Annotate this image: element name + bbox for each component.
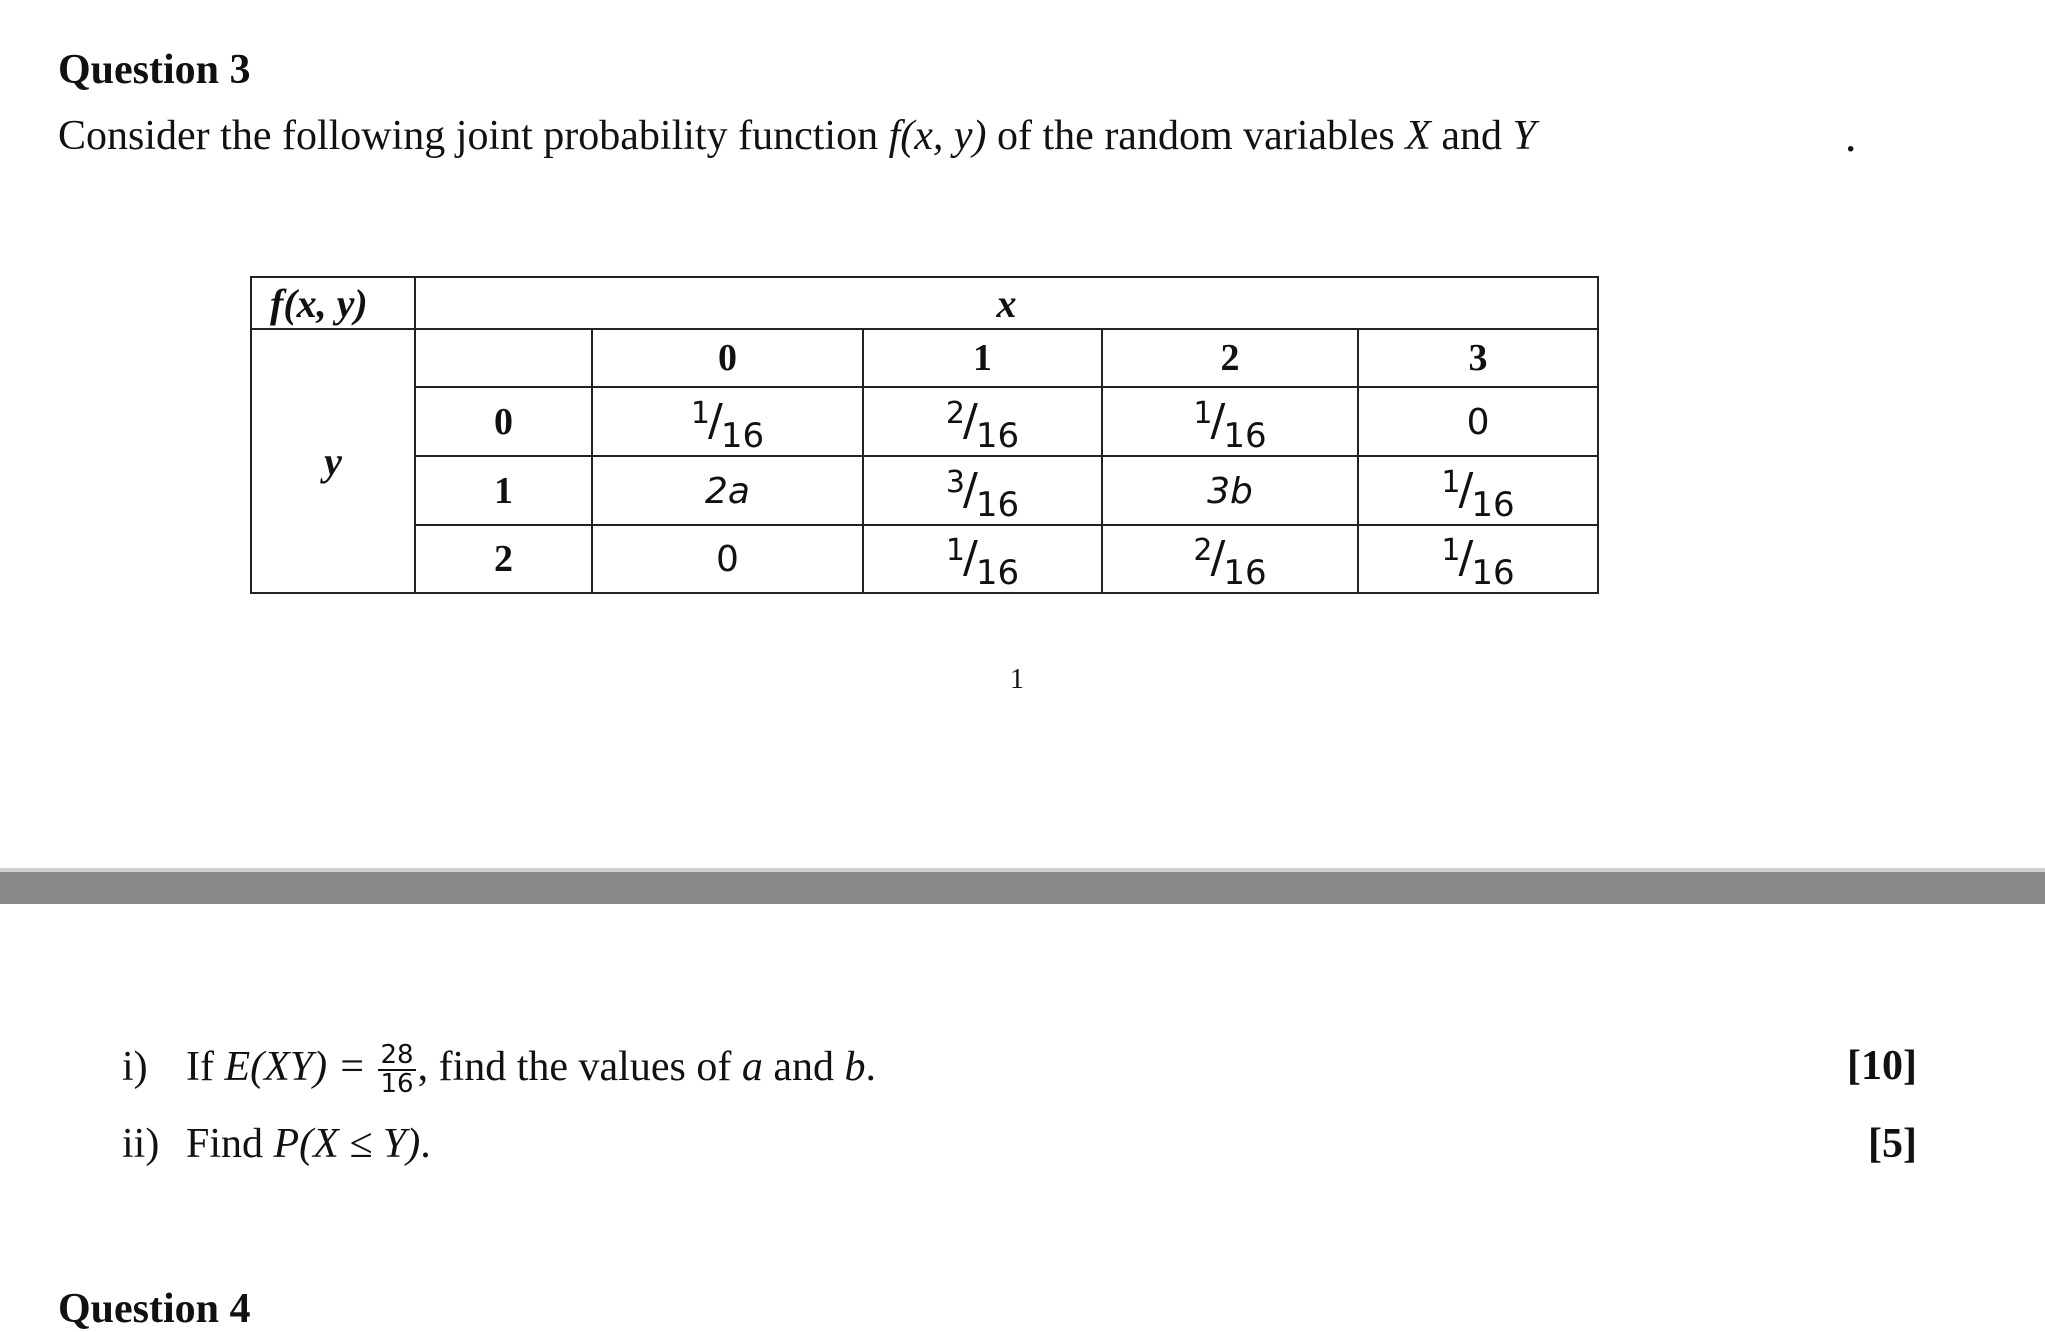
next-question-text: Question 4 <box>58 1286 251 1332</box>
question-intro <box>58 112 1536 160</box>
fraction-slash: / <box>708 394 723 446</box>
y-variable-label: y <box>251 329 415 593</box>
fraction-value <box>690 394 765 456</box>
prob-cell <box>1102 456 1358 525</box>
fraction-denominator: 16 <box>1223 553 1267 593</box>
fraction-numerator: 28 <box>380 1040 414 1070</box>
y-value-0: 0 <box>415 387 592 456</box>
table-row <box>251 525 1598 593</box>
fraction-slash: / <box>1458 532 1474 583</box>
fraction-value <box>1193 394 1267 456</box>
probability-expr: P(X ≤ Y) <box>273 1121 421 1167</box>
fraction-value <box>945 532 1020 593</box>
fraction-denominator: 16 <box>380 1069 414 1100</box>
fraction-value <box>945 463 1020 525</box>
fraction-value <box>1441 532 1515 593</box>
fraction-slash: / <box>1210 532 1226 583</box>
part-number: ii) <box>122 1121 160 1167</box>
x-value-3: 3 <box>1358 329 1598 387</box>
intro-function: f(x, y) <box>888 113 987 159</box>
fraction-denominator: 16 <box>975 553 1020 593</box>
and-text: and <box>762 1043 845 1090</box>
fraction-numerator: 2 <box>1193 533 1213 568</box>
part-prefix: If <box>186 1043 225 1090</box>
expectation-expr: E(XY) = <box>224 1043 366 1090</box>
fraction-slash: / <box>1458 463 1474 515</box>
fraction-numerator: 1 <box>1441 464 1461 500</box>
fraction-denominator: 16 <box>975 415 1020 456</box>
prob-cell <box>1358 456 1598 525</box>
question-title: Question 3 <box>58 47 251 93</box>
table-row-x-values <box>251 329 1598 387</box>
prob-cell <box>1358 525 1598 593</box>
period: . <box>420 1121 431 1167</box>
intro-prefix: Consider the following joint probability function <box>58 113 889 159</box>
joint-probability-table <box>250 276 1599 594</box>
part-prefix: Find <box>186 1121 274 1167</box>
page-number: 1 <box>1010 664 1024 695</box>
prob-cell <box>863 456 1102 525</box>
y-value-2: 2 <box>415 525 592 593</box>
empty-header-cell <box>415 329 592 387</box>
table-row-x-header <box>251 277 1598 329</box>
intro-var-x: X <box>1405 113 1431 159</box>
fraction-numerator: 1 <box>1441 533 1461 568</box>
fraction-numerator: 1 <box>1193 395 1213 431</box>
part-i <box>122 1042 876 1099</box>
var-b: b <box>844 1043 866 1090</box>
intro-mid: of the random variables <box>986 113 1406 159</box>
fraction-value <box>945 394 1020 456</box>
x-variable-label: x <box>415 277 1598 329</box>
x-value-1: 1 <box>863 329 1102 387</box>
prob-cell <box>1358 387 1598 456</box>
part-ii <box>122 1120 431 1168</box>
fraction-numerator: 3 <box>945 464 965 500</box>
marks-part-i: [10] <box>1847 1043 1917 1089</box>
prob-cell <box>1102 525 1358 593</box>
fraction-slash: / <box>963 463 978 515</box>
next-question-title <box>58 1274 251 1332</box>
fraction-numerator: 2 <box>945 395 965 431</box>
prob-cell <box>592 525 863 593</box>
fraction-denominator: 16 <box>1471 553 1515 593</box>
fraction-numerator: 1 <box>945 533 965 568</box>
comma: , <box>417 1043 429 1090</box>
page-divider <box>0 872 2045 904</box>
fraction-value <box>1441 463 1515 525</box>
fraction-slash: / <box>1210 394 1226 446</box>
x-value-2: 2 <box>1102 329 1358 387</box>
prob-cell <box>592 456 863 525</box>
intro-var-y: Y <box>1512 113 1536 159</box>
prob-cell <box>863 387 1102 456</box>
x-value-0: 0 <box>592 329 863 387</box>
fraction-28-16 <box>378 1042 415 1099</box>
fraction-denominator: 16 <box>720 415 765 456</box>
fraction-denominator: 16 <box>975 484 1020 525</box>
trailing-dot: . <box>1844 112 1858 161</box>
fraction-denominator: 16 <box>1471 484 1515 525</box>
fraction-slash: / <box>963 394 978 446</box>
cell-value: 0 <box>716 539 739 580</box>
table-row <box>251 456 1598 525</box>
prob-cell <box>592 387 863 456</box>
corner-label: f(x, y) <box>251 277 415 329</box>
fraction-numerator: 1 <box>690 395 710 431</box>
prob-cell <box>863 525 1102 593</box>
part-text: find the values of <box>428 1043 742 1090</box>
period: . <box>865 1043 876 1090</box>
fraction-value <box>1193 532 1267 593</box>
fraction-slash: / <box>963 532 978 583</box>
table-row <box>251 387 1598 456</box>
fraction-denominator: 16 <box>1223 415 1267 456</box>
prob-cell <box>1102 387 1358 456</box>
intro-and: and <box>1430 113 1513 159</box>
cell-value: 0 <box>1466 401 1490 443</box>
part-number: i) <box>122 1043 148 1090</box>
var-a: a <box>741 1043 763 1090</box>
y-value-1: 1 <box>415 456 592 525</box>
cell-value: 3b <box>1207 470 1253 512</box>
marks-part-ii: [5] <box>1868 1121 1917 1167</box>
cell-value: 2a <box>705 470 750 512</box>
